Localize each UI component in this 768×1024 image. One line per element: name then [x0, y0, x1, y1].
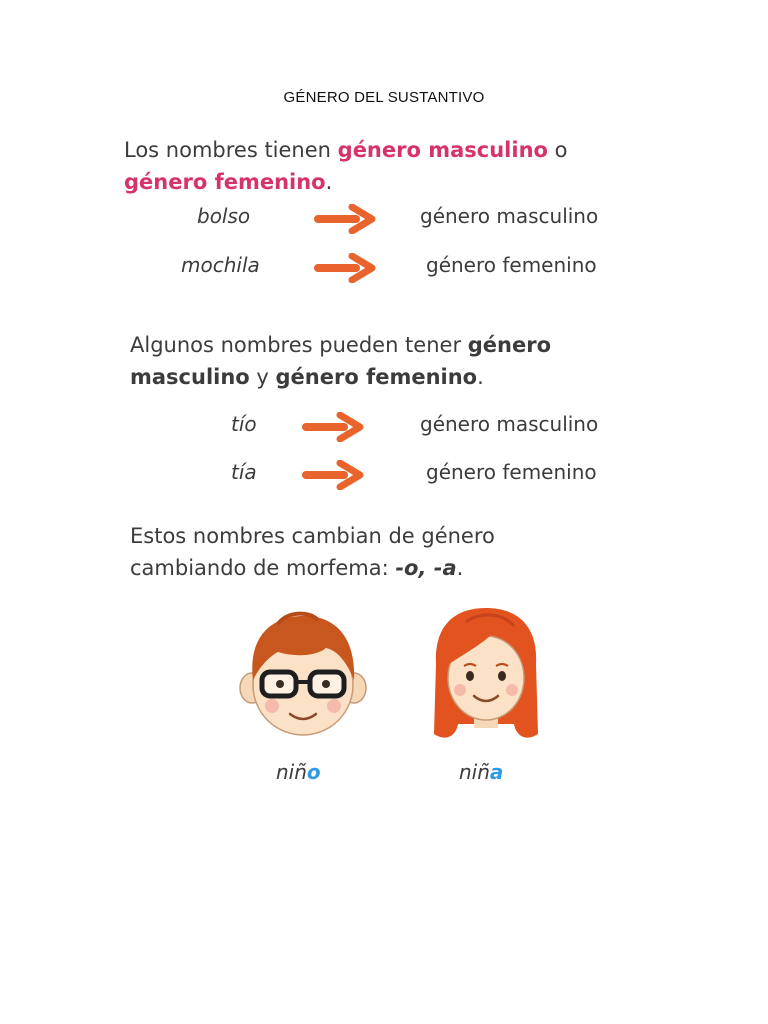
- section1-text: [124, 134, 684, 198]
- example-row: [0, 249, 768, 283]
- example-word: tío: [231, 412, 257, 436]
- section3-period: .: [456, 556, 464, 580]
- section1-period: .: [325, 170, 333, 194]
- section2-bold-c: género femenino: [275, 365, 478, 389]
- example-gender: género femenino: [426, 253, 597, 277]
- example-word: bolso: [197, 204, 251, 228]
- section1-text-b: o: [547, 138, 568, 162]
- section2-text: [130, 329, 690, 393]
- girl-face-illustration: [426, 604, 546, 744]
- boy-label-suffix: o: [306, 760, 321, 784]
- section2-period: .: [477, 365, 484, 389]
- example-row: [0, 456, 768, 490]
- section2-bold-a: género: [467, 333, 552, 357]
- masculine-highlight: género masculino: [337, 138, 548, 162]
- boy-face-illustration: [238, 610, 368, 740]
- boy-label: [276, 760, 321, 784]
- boy-label-stem: niñ: [276, 760, 307, 784]
- arrow-right-icon: [312, 204, 376, 234]
- example-row: [0, 408, 768, 442]
- example-word: mochila: [181, 253, 260, 277]
- section2-text-b: y: [249, 365, 276, 389]
- section3-text: [130, 520, 690, 584]
- girl-label: [459, 760, 503, 784]
- arrow-right-icon: [312, 253, 376, 283]
- girl-label-suffix: a: [489, 760, 504, 784]
- section2-text-a: Algunos nombres pueden tener: [130, 333, 468, 357]
- feminine-highlight: género femenino: [124, 170, 326, 194]
- example-gender: género masculino: [420, 412, 599, 436]
- page-title: GÉNERO DEL SUSTANTIVO: [283, 89, 485, 106]
- girl-label-stem: niñ: [459, 760, 490, 784]
- example-word: tía: [231, 460, 257, 484]
- example-gender: género masculino: [420, 204, 599, 228]
- arrow-right-icon: [300, 460, 364, 490]
- section3-line2: cambiando de morfema:: [130, 556, 396, 580]
- section2-bold-b: masculino: [130, 365, 250, 389]
- section1-text-a: Los nombres tienen: [124, 138, 338, 162]
- morpheme-suffixes: -o, -a: [395, 556, 457, 580]
- example-row: [0, 200, 768, 234]
- example-gender: género femenino: [426, 460, 597, 484]
- section3-line1: Estos nombres cambian de género: [130, 524, 495, 548]
- arrow-right-icon: [300, 412, 364, 442]
